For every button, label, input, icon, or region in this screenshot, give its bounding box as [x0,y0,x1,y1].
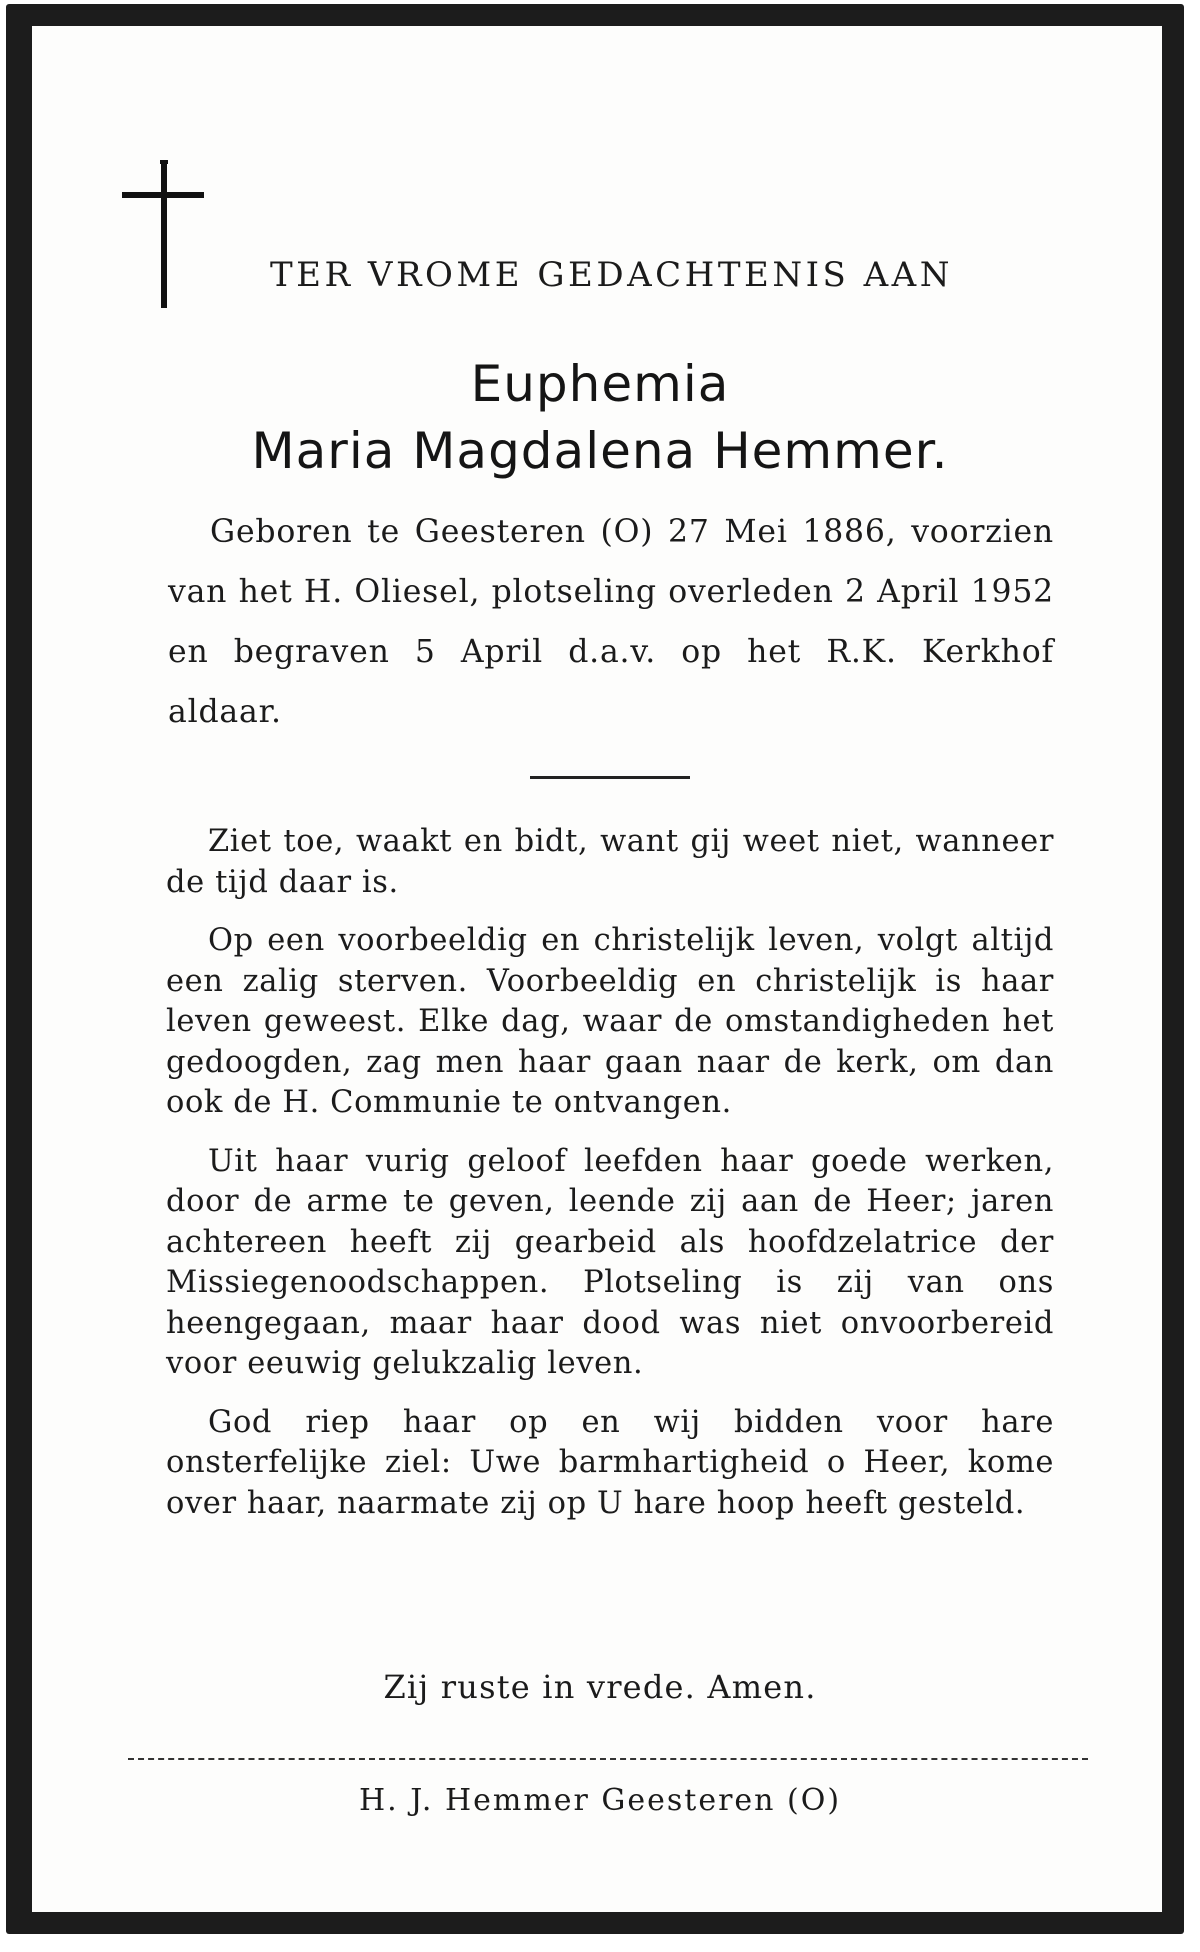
footer-rule [128,1758,1088,1760]
paragraph-scripture: Ziet toe, waakt en bidt, want gij weet niet, wanneer de tijd daar is. [166,824,1054,900]
deceased-full-name: Maria Magdalena Hemmer. [251,422,949,480]
deceased-first-name: Euphemia [470,355,730,413]
card-heading: TER VROME GEDACHTENIS AAN [270,255,953,295]
memorial-text [166,822,1054,1542]
latin-cross-icon [120,160,210,310]
section-divider [530,776,690,779]
paragraph-works: Uit haar vurig geloof leefden haar goede werken, door de arme te geven, leende zij aan de Heer; jaren achtereen heeft zij gearbeid als hoofdzelatrice der Missiegenoodschappen. Plotseling is zij van ons heengegaan, maar haar dood was niet onvoorbereid voor eeuwig gelukzalig leven. [166,1143,1054,1381]
closing-line: Zij ruste in vrede. Amen. [383,1668,817,1706]
paragraph-life: Op een voorbeeldig en christelijk leven, volgt altijd een zalig sterven. Voorbeeldig en christelijk is haar leven geweest. Elke dag, waar de omstandigheden het gedoogden, zag men haar gaan naar de kerk, om dan ook de H. Communie te ontvangen. [166,923,1054,1120]
paragraph-prayer: God riep haar op en wij bidden voor hare onsterfelijke ziel: Uwe barmhartigheid o Heer, kome over haar, naarmate zij op U hare hoop heeft gesteld. [166,1404,1054,1521]
printer-credit: H. J. Hemmer Geesteren (O) [358,1783,842,1818]
biographical-intro: Geboren te Geesteren (O) 27 Mei 1886, voorzien van het H. Oliesel, plotseling overleden 2 April 1952 en begraven 5 April d.a.v. op het R.K. Kerkhof aldaar. [168,514,1054,730]
